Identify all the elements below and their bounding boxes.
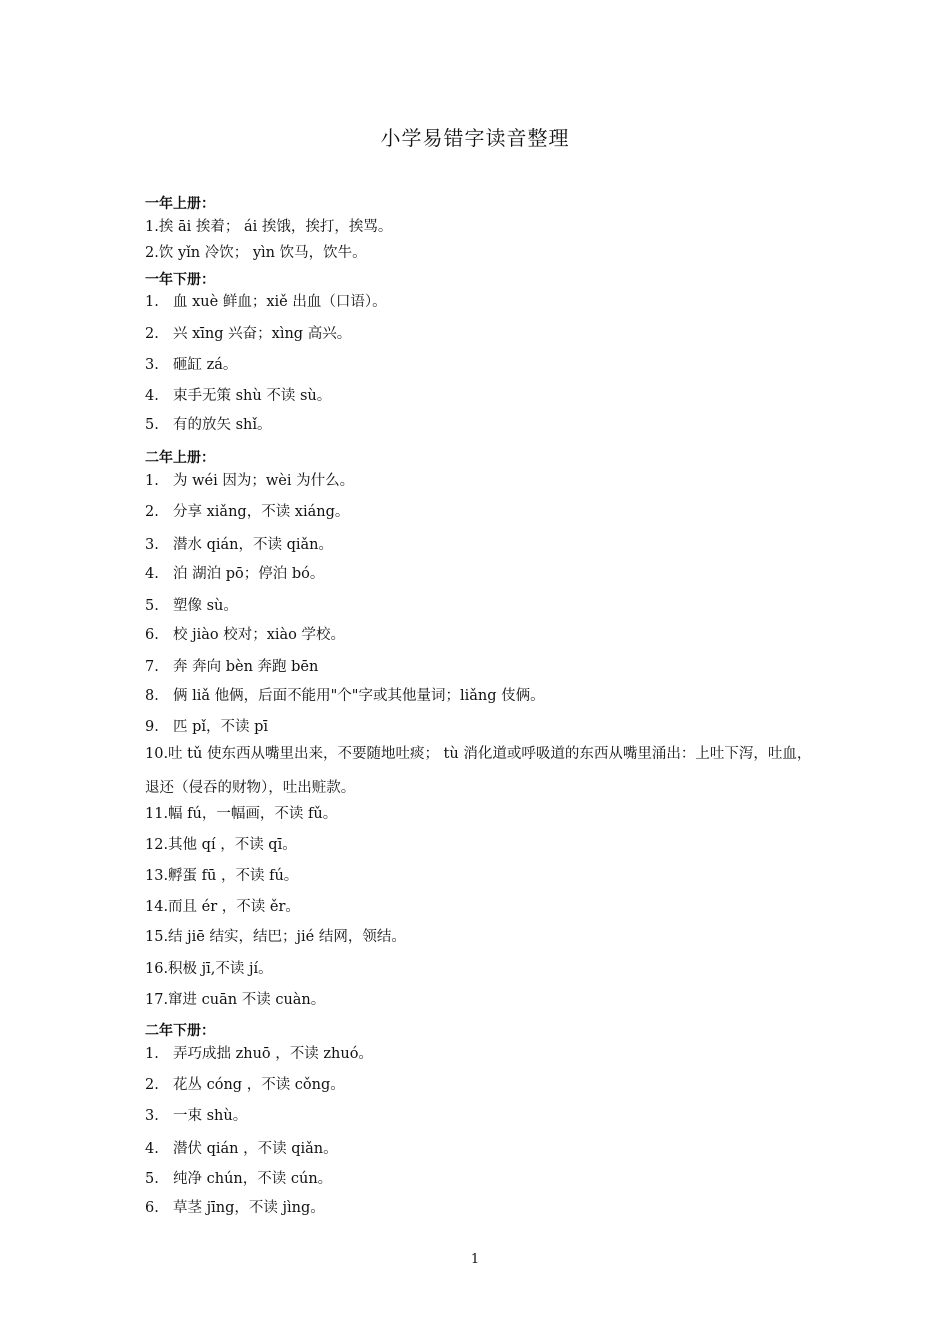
item-text: 分享 xiǎng，不读 xiáng。 xyxy=(173,504,350,520)
list-item xyxy=(145,988,825,1009)
list-item xyxy=(145,925,825,946)
item-number: 1. xyxy=(145,473,159,489)
item-number: 6. xyxy=(145,1200,159,1216)
list-item xyxy=(145,469,825,490)
list-item xyxy=(145,322,825,343)
list-item xyxy=(145,623,825,644)
item-number: 7. xyxy=(145,659,159,675)
item-text: 弄巧成拙 zhuō ，不读 zhuó。 xyxy=(173,1046,373,1062)
list-item xyxy=(145,533,825,554)
list-item xyxy=(145,413,825,434)
item-number: 1. xyxy=(145,1046,159,1062)
item-text: 潜水 qián，不读 qiǎn。 xyxy=(173,537,334,553)
list-item xyxy=(145,957,825,978)
item-text: 束手无策 shù 不读 sù。 xyxy=(173,388,332,404)
item-text: 2.饮 yǐn 冷饮； yìn 饮马，饮牛。 xyxy=(145,245,367,261)
item-number: 9. xyxy=(145,719,159,735)
item-text: 11.幅 fú，一幅画，不读 fǔ。 xyxy=(145,806,338,822)
section-heading: 一年下册： xyxy=(145,272,215,288)
item-text: 潜伏 qián ，不读 qiǎn。 xyxy=(173,1141,338,1157)
list-item xyxy=(145,500,825,521)
item-number: 4. xyxy=(145,388,159,404)
item-text: 15.结 jiē 结实，结巴；jié 结网，领结。 xyxy=(145,929,406,945)
item-number: 5. xyxy=(145,1171,159,1187)
list-item xyxy=(145,864,825,885)
list-item xyxy=(145,802,825,823)
item-number: 6. xyxy=(145,627,159,643)
item-text: 校 jiào 校对；xiào 学校。 xyxy=(173,627,346,643)
item-text: 纯净 chún，不读 cún。 xyxy=(173,1171,333,1187)
item-number: 4. xyxy=(145,566,159,582)
section-heading: 二年下册： xyxy=(145,1023,215,1039)
list-item xyxy=(145,737,815,805)
list-item xyxy=(145,1073,825,1094)
item-number: 1. xyxy=(145,294,159,310)
item-number: 2. xyxy=(145,326,159,342)
item-number: 5. xyxy=(145,417,159,433)
item-text: 俩 liǎ 他俩，后面不能用"个"字或其他量词；liǎng 伎俩。 xyxy=(173,688,545,704)
item-number: 5. xyxy=(145,598,159,614)
list-item xyxy=(145,1104,825,1125)
item-text: 为 wéi 因为；wèi 为什么。 xyxy=(173,473,355,489)
list-item xyxy=(145,684,825,705)
list-item xyxy=(145,215,825,236)
item-number: 3. xyxy=(145,357,159,373)
item-text: 兴 xīng 兴奋；xìng 高兴。 xyxy=(173,326,352,342)
item-text: 16.积极 jī,不读 jí。 xyxy=(145,961,273,977)
item-text: 13.孵蛋 fū ，不读 fú。 xyxy=(145,868,299,884)
item-text: 10.吐 tǔ 使东西从嘴里出来，不要随地吐痰； tù 消化道或呼吸道的东西从嘴里涌出：上吐下泻，吐血，退还（侵吞的财物），吐出赃款。 xyxy=(145,746,812,796)
list-item xyxy=(145,715,825,736)
item-text: 塑像 sù。 xyxy=(173,598,238,614)
list-item xyxy=(145,1196,825,1217)
item-number: 8. xyxy=(145,688,159,704)
item-number: 3. xyxy=(145,1108,159,1124)
list-item xyxy=(145,655,825,676)
item-number: 2. xyxy=(145,1077,159,1093)
item-text: 14.而且 ér ，不读 ěr。 xyxy=(145,899,300,915)
list-item xyxy=(145,562,825,583)
list-item xyxy=(145,1137,825,1158)
list-item xyxy=(145,241,825,262)
item-text: 奔 奔向 bèn 奔跑 bēn xyxy=(173,659,319,675)
list-item xyxy=(145,833,825,854)
list-item xyxy=(145,594,825,615)
item-number: 4. xyxy=(145,1141,159,1157)
list-item xyxy=(145,290,825,311)
item-text: 17.窜进 cuān 不读 cuàn。 xyxy=(145,992,326,1008)
item-number: 2. xyxy=(145,504,159,520)
item-text: 砸缸 zá。 xyxy=(173,357,238,373)
item-text: 泊 湖泊 pō；停泊 bó。 xyxy=(173,566,325,582)
list-item xyxy=(145,384,825,405)
item-text: 有的放矢 shǐ。 xyxy=(173,417,272,433)
list-item xyxy=(145,353,825,374)
item-text: 血 xuè 鲜血；xiě 出血（口语）。 xyxy=(173,294,387,310)
page-number: 1 xyxy=(470,1252,480,1267)
list-item xyxy=(145,895,825,916)
section-heading: 一年上册： xyxy=(145,196,215,212)
item-text: 草茎 jīng，不读 jìng。 xyxy=(173,1200,325,1216)
item-text: 1.挨 āi 挨着； ái 挨饿，挨打，挨骂。 xyxy=(145,219,393,235)
item-text: 一束 shù。 xyxy=(173,1108,248,1124)
item-text: 12.其他 qí ，不读 qī。 xyxy=(145,837,297,853)
item-text: 花丛 cóng ，不读 cǒng。 xyxy=(173,1077,345,1093)
item-text: 匹 pǐ，不读 pī xyxy=(173,719,269,735)
list-item xyxy=(145,1167,825,1188)
section-heading: 二年上册： xyxy=(145,450,215,466)
page-title: 小学易错字读音整理 xyxy=(380,126,570,150)
item-number: 3. xyxy=(145,537,159,553)
list-item xyxy=(145,1042,825,1063)
